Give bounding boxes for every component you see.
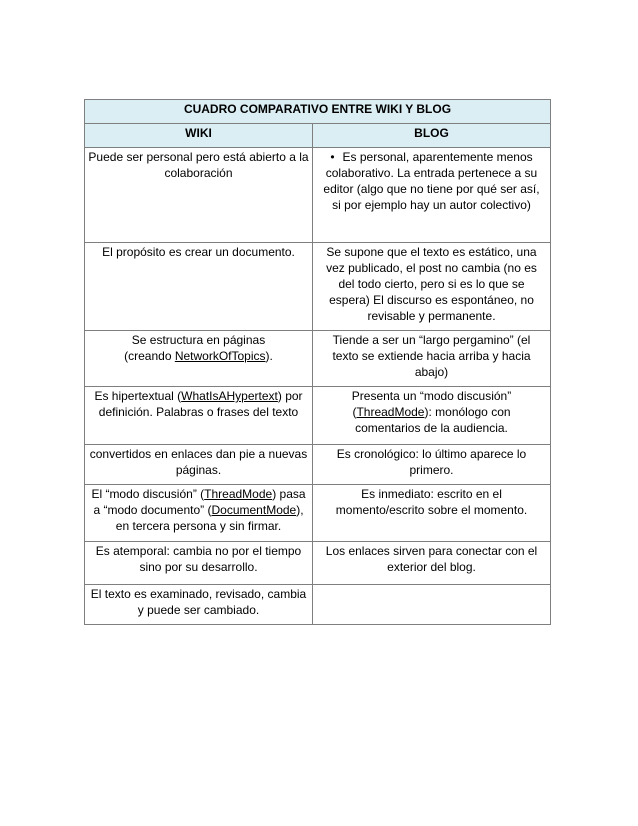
wiki-cell	[85, 387, 313, 445]
cell-line: definición. Palabras o frases del texto	[98, 405, 299, 419]
cell-line: momento/escrito sobre el momento.	[335, 503, 528, 517]
cell-text: ) pasa	[272, 487, 306, 501]
cell-line: Presenta un “modo discusión”	[351, 389, 512, 403]
cell-line: Puede ser personal pero está abierto a la	[88, 150, 309, 164]
table-row	[85, 387, 551, 445]
cell-line: Es inmediato: escrito en el	[361, 487, 502, 501]
wiki-cell	[85, 485, 313, 542]
cell-line: Los enlaces sirven para conectar con el	[325, 544, 538, 558]
cell-line: Se supone que el texto es estático, una	[326, 245, 537, 259]
cell-line: comentarios de la audiencia.	[355, 421, 508, 435]
table-header-row	[85, 124, 551, 148]
table-row	[85, 585, 551, 625]
table-row	[85, 485, 551, 542]
wiki-cell	[85, 445, 313, 485]
table-row	[85, 243, 551, 331]
cell-line: Es personal, aparentemente menos	[342, 150, 533, 164]
link-threadmode[interactable]: ThreadMode	[356, 405, 425, 419]
wiki-cell	[85, 148, 313, 243]
blog-cell	[313, 445, 551, 485]
wiki-cell	[85, 542, 313, 585]
cell-text: a “modo documento” (	[93, 503, 212, 517]
cell-line: espera) El discurso es espontáneo, no	[329, 293, 534, 307]
cell-text: (creando	[124, 349, 175, 363]
cell-text: ): monólogo con	[424, 405, 511, 419]
cell-line: vez publicado, el post no cambia (no es	[326, 261, 537, 275]
wiki-cell	[85, 243, 313, 331]
header-blog: BLOG	[313, 124, 551, 148]
cell-line: texto se extiende hacia arriba y hacia	[332, 349, 531, 363]
blog-cell	[313, 387, 551, 445]
cell-text: Es hipertextual (	[94, 389, 182, 403]
link-networkoftopics[interactable]: NetworkOfTopics	[174, 349, 266, 363]
link-whatisahypertext[interactable]: WhatIsAHypertext	[181, 389, 278, 403]
cell-line: colaborativo. La entrada pertenece a su	[325, 166, 538, 180]
cell-line: El propósito es crear un documento.	[102, 245, 295, 259]
cell-line: en tercera persona y sin firmar.	[115, 519, 282, 533]
cell-line: primero.	[409, 463, 454, 477]
bullet-icon: •	[330, 150, 335, 164]
cell-line: convertidos en enlaces dan pie a nuevas	[89, 447, 308, 461]
link-documentmode[interactable]: DocumentMode	[211, 503, 297, 517]
cell-text: ) por	[277, 389, 303, 403]
blog-cell	[313, 542, 551, 585]
cell-line: del todo cierto, pero si es lo que se	[338, 277, 525, 291]
cell-text: (	[352, 405, 357, 419]
cell-text: ),	[296, 503, 304, 517]
cell-line: sino por su desarrollo.	[139, 560, 258, 574]
table-title-row	[85, 100, 551, 124]
cell-line: abajo)	[414, 365, 449, 379]
table-row	[85, 445, 551, 485]
cell-line: Se estructura en páginas	[131, 333, 266, 347]
cell-line: Tiende a ser un “largo pergamino” (el	[332, 333, 531, 347]
cell-line: El texto es examinado, revisado, cambia	[90, 587, 307, 601]
blog-cell	[313, 485, 551, 542]
wiki-cell	[85, 585, 313, 625]
table-title: CUADRO COMPARATIVO ENTRE WIKI Y BLOG	[85, 100, 551, 124]
wiki-cell	[85, 331, 313, 387]
cell-text: ).	[265, 349, 273, 363]
table-row	[85, 148, 551, 243]
comparison-table	[84, 99, 551, 625]
blog-cell	[313, 148, 551, 243]
cell-line: si por ejemplo hay un autor colectivo)	[332, 198, 531, 212]
cell-line: colaboración	[164, 166, 233, 180]
cell-text: El “modo discusión” (	[91, 487, 205, 501]
table-row	[85, 331, 551, 387]
header-wiki: WIKI	[85, 124, 313, 148]
cell-line: exterior del blog.	[387, 560, 476, 574]
cell-line: editor (algo que no tiene por qué ser así,	[323, 182, 540, 196]
blog-cell-empty	[313, 585, 551, 625]
blog-cell	[313, 243, 551, 331]
cell-line: páginas.	[175, 463, 222, 477]
cell-line: y puede ser cambiado.	[137, 603, 260, 617]
cell-line: revisable y permanente.	[367, 309, 496, 323]
link-threadmode[interactable]: ThreadMode	[204, 487, 273, 501]
cell-line: Es atemporal: cambia no por el tiempo	[95, 544, 302, 558]
table-row	[85, 542, 551, 585]
cell-line: Es cronológico: lo último aparece lo	[336, 447, 527, 461]
blog-cell	[313, 331, 551, 387]
